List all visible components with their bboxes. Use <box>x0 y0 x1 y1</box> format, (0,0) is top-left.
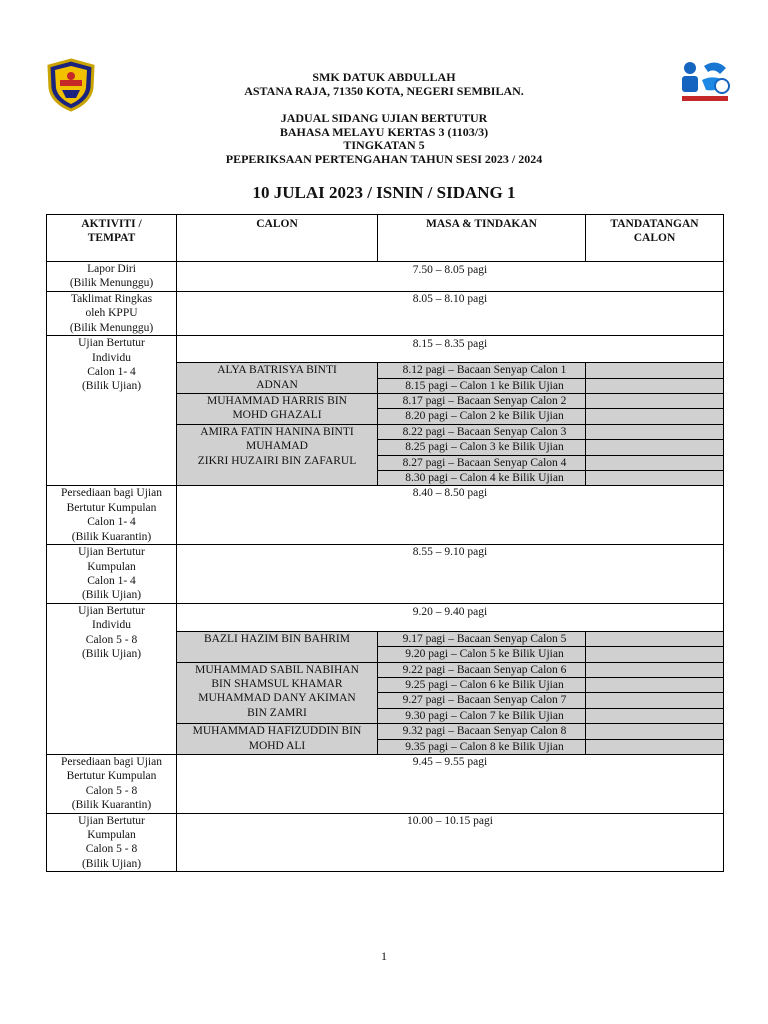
activity-cell: Lapor Diri (Bilik Menunggu) <box>47 262 177 292</box>
time-range: 8.15 – 8.35 pagi <box>177 336 724 363</box>
signature-cell[interactable] <box>586 708 724 723</box>
candidate-name: AMIRA FATIN HANINA BINTI MUHAMAD ZIKRI HUZAIRI BIN ZAFARUL <box>177 424 378 486</box>
title-line-4: PEPERIKSAAN PERTENGAHAN TAHUN SESI 2023 / 2024 <box>225 151 543 166</box>
slot-text: 9.17 pagi – Bacaan Senyap Calon 5 <box>378 631 586 646</box>
slot-text: 8.22 pagi – Bacaan Senyap Calon 3 <box>378 424 586 439</box>
schedule-table <box>46 214 724 872</box>
activity-cell: Persediaan bagi Ujian Bertutur Kumpulan Calon 1- 4 (Bilik Kuarantin) <box>47 486 177 545</box>
slot-text: 9.20 pagi – Calon 5 ke Bilik Ujian <box>378 647 586 662</box>
table-row <box>47 486 724 545</box>
signature-cell[interactable] <box>586 471 724 486</box>
time-range: 8.40 – 8.50 pagi <box>177 486 724 545</box>
table-row <box>47 603 724 631</box>
candidate-name: BAZLI HAZIM BIN BAHRIM <box>177 631 378 662</box>
title-line-3: TINGKATAN 5 <box>343 138 425 152</box>
signature-cell[interactable] <box>586 409 724 424</box>
activity-cell: Persediaan bagi Ujian Bertutur Kumpulan Calon 5 - 8 (Bilik Kuarantin) <box>47 754 177 813</box>
col-header-candidate: CALON <box>177 215 378 262</box>
signature-cell[interactable] <box>586 455 724 470</box>
slot-text: 9.32 pagi – Bacaan Senyap Calon 8 <box>378 724 586 739</box>
candidate-name: ALYA BATRISYA BINTI ADNAN <box>177 363 378 394</box>
signature-cell[interactable] <box>586 724 724 739</box>
slot-text: 9.27 pagi – Bacaan Senyap Calon 7 <box>378 693 586 708</box>
signature-cell[interactable] <box>586 378 724 393</box>
col-header-activity: AKTIVITI / TEMPAT <box>47 215 177 262</box>
slot-text: 8.27 pagi – Bacaan Senyap Calon 4 <box>378 455 586 470</box>
slot-text: 9.25 pagi – Calon 6 ke Bilik Ujian <box>378 677 586 692</box>
candidate-name: MUHAMMAD HARRIS BIN MOHD GHAZALI <box>177 394 378 425</box>
slot-text: 8.20 pagi – Calon 2 ke Bilik Ujian <box>378 409 586 424</box>
time-range: 8.55 – 9.10 pagi <box>177 545 724 604</box>
activity-cell: Taklimat Ringkas oleh KPPU (Bilik Menunggu) <box>47 292 177 336</box>
slot-text: 9.30 pagi – Calon 7 ke Bilik Ujian <box>378 708 586 723</box>
col-header-signature: TANDATANGAN CALON <box>586 215 724 262</box>
time-range: 10.00 – 10.15 pagi <box>177 813 724 872</box>
signature-cell[interactable] <box>586 662 724 677</box>
time-range: 9.45 – 9.55 pagi <box>177 754 724 813</box>
signature-cell[interactable] <box>586 440 724 455</box>
table-row <box>47 292 724 336</box>
table-row <box>47 262 724 292</box>
signature-cell[interactable] <box>586 739 724 754</box>
document-header <box>0 71 768 166</box>
session-date-title: 10 JULAI 2023 / ISNIN / SIDANG 1 <box>252 183 516 202</box>
activity-cell: Ujian Bertutur Individu Calon 5 - 8 (Bilik Ujian) <box>47 603 177 754</box>
table-header-row <box>47 215 724 262</box>
signature-cell[interactable] <box>586 677 724 692</box>
table-row <box>47 336 724 363</box>
candidate-name: MUHAMMAD HAFIZUDDIN BIN MOHD ALI <box>177 724 378 755</box>
time-range: 8.05 – 8.10 pagi <box>177 292 724 336</box>
slot-text: 9.22 pagi – Bacaan Senyap Calon 6 <box>378 662 586 677</box>
activity-cell: Ujian Bertutur Individu Calon 1- 4 (Bilik Ujian) <box>47 336 177 486</box>
page-number: 1 <box>381 949 387 963</box>
table-row <box>47 754 724 813</box>
title-line-1: JADUAL SIDANG UJIAN BERTUTUR <box>280 111 488 125</box>
candidate-name: MUHAMMAD SABIL NABIHAN BIN SHAMSUL KHAMAR MUHAMMAD DANY AKIMAN BIN ZAMRI <box>177 662 378 724</box>
col-header-time: MASA & TINDAKAN <box>378 215 586 262</box>
time-range: 9.20 – 9.40 pagi <box>177 603 724 631</box>
signature-cell[interactable] <box>586 647 724 662</box>
signature-cell[interactable] <box>586 394 724 409</box>
slot-text: 9.35 pagi – Calon 8 ke Bilik Ujian <box>378 739 586 754</box>
slot-text: 8.30 pagi – Calon 4 ke Bilik Ujian <box>378 471 586 486</box>
signature-cell[interactable] <box>586 693 724 708</box>
school-address: ASTANA RAJA, 71350 KOTA, NEGERI SEMBILAN. <box>244 83 524 98</box>
slot-text: 8.12 pagi – Bacaan Senyap Calon 1 <box>378 363 586 378</box>
signature-cell[interactable] <box>586 631 724 646</box>
table-row <box>47 813 724 872</box>
signature-cell[interactable] <box>586 363 724 378</box>
activity-cell: Ujian Bertutur Kumpulan Calon 5 - 8 (Bilik Ujian) <box>47 813 177 872</box>
school-name: SMK DATUK ABDULLAH <box>312 70 456 84</box>
activity-cell: Ujian Bertutur Kumpulan Calon 1- 4 (Bilik Ujian) <box>47 545 177 604</box>
slot-text: 8.17 pagi – Bacaan Senyap Calon 2 <box>378 394 586 409</box>
slot-text: 8.25 pagi – Calon 3 ke Bilik Ujian <box>378 440 586 455</box>
slot-text: 8.15 pagi – Calon 1 ke Bilik Ujian <box>378 378 586 393</box>
signature-cell[interactable] <box>586 424 724 439</box>
title-line-2: BAHASA MELAYU KERTAS 3 (1103/3) <box>279 124 489 139</box>
time-range: 7.50 – 8.05 pagi <box>177 262 724 292</box>
table-row <box>47 545 724 604</box>
